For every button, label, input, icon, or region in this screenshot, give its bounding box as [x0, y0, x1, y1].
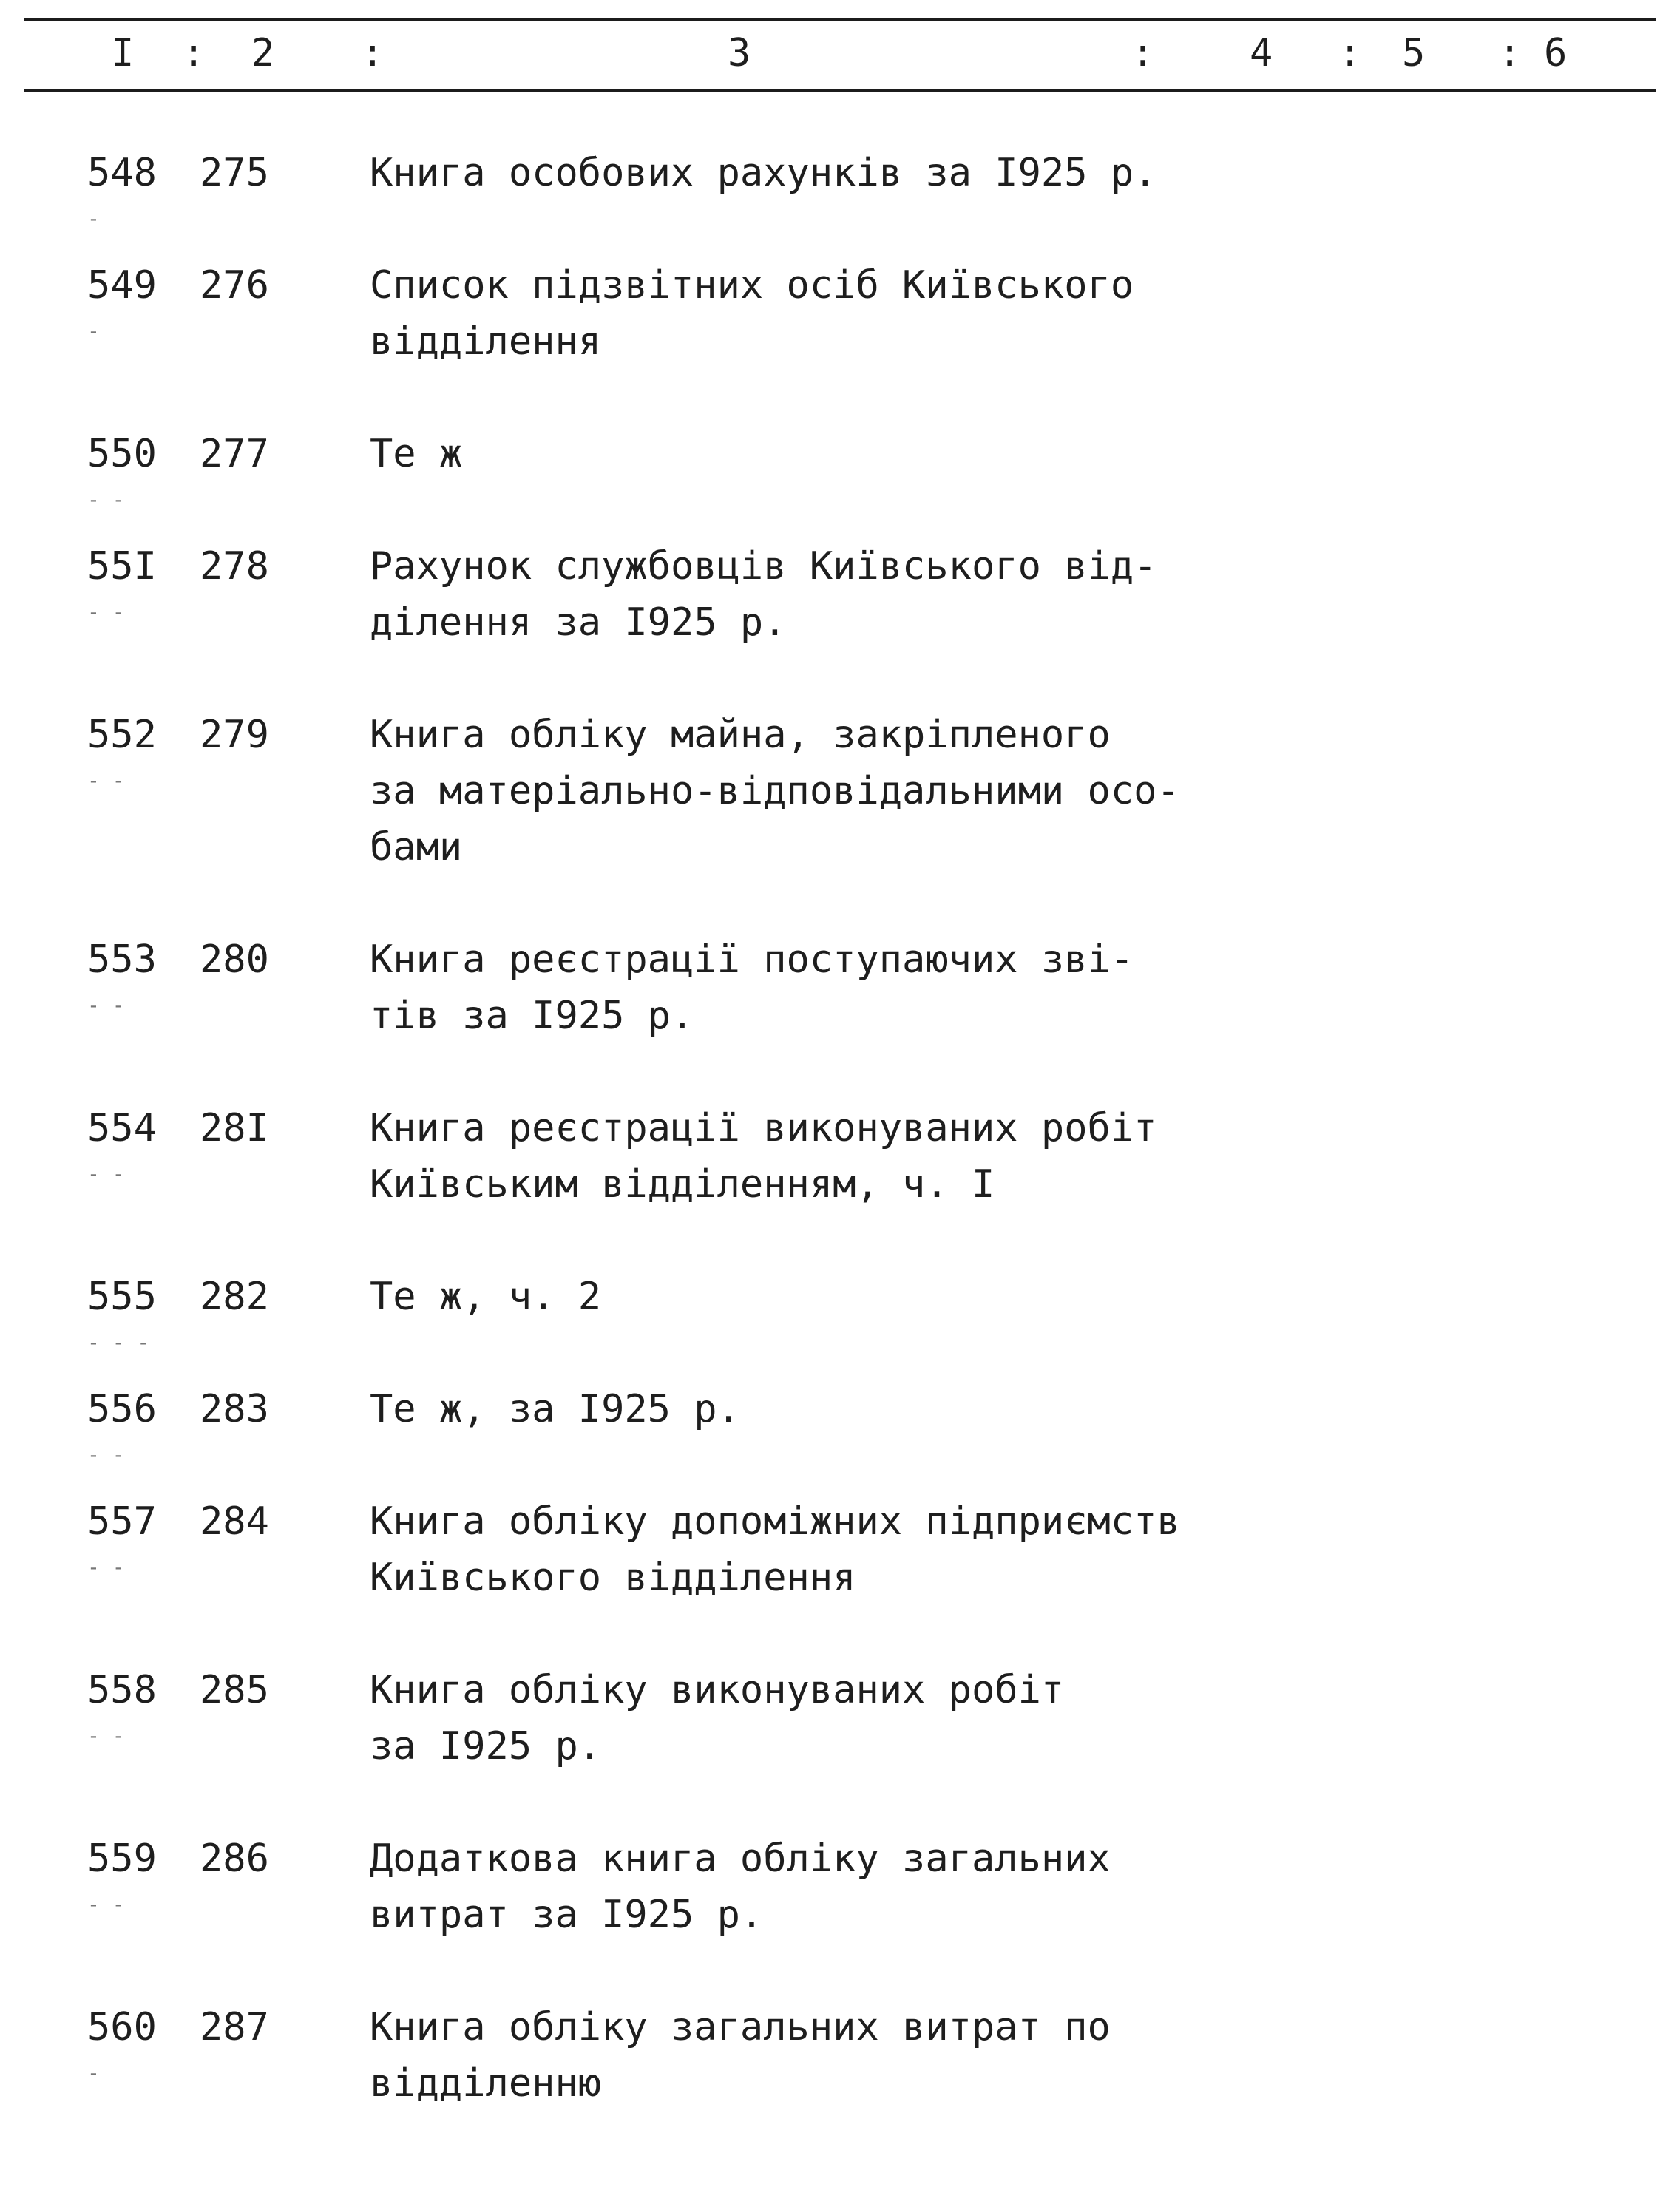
- item-title: Книга особових рахунків за I925 р.: [370, 151, 1157, 195]
- item-number: 553: [87, 937, 157, 982]
- item-sub-number: 285: [200, 1668, 269, 1712]
- item-tick-mark: -: [87, 206, 100, 231]
- header-separator-1: :: [182, 31, 206, 75]
- item-title: Те ж: [370, 432, 463, 476]
- item-title: Книга обліку загальних витрат по відділенню: [370, 2005, 1111, 2106]
- header-col-1: I: [111, 31, 135, 75]
- item-sub-number: 287: [200, 2005, 269, 2049]
- item-number: 559: [87, 1837, 157, 1881]
- item-sub-number: 283: [200, 1387, 269, 1431]
- item-title: Те ж, за I925 р.: [370, 1387, 740, 1431]
- item-number: 554: [87, 1106, 157, 1150]
- item-number: 55I: [87, 544, 157, 589]
- item-title: Книга обліку майна, закріпленого за матеріально-відповідальними осо- бами: [370, 713, 1180, 869]
- item-title: Книга реєстрації виконуваних робіт Київським відділенням, ч. I: [370, 1106, 1157, 1207]
- item-title: Список підзвітних осіб Київського відділення: [370, 263, 1134, 364]
- item-title: Рахунок службовців Київського від- ділення за I925 р.: [370, 544, 1157, 645]
- item-number: 548: [87, 151, 157, 195]
- item-title: Книга обліку допоміжних підприємств Київського відділення: [370, 1499, 1180, 1600]
- header-col-6: 6: [1544, 31, 1568, 75]
- item-number: 557: [87, 1499, 157, 1544]
- item-tick-mark: - -: [87, 487, 125, 512]
- header-separator-5: :: [1498, 31, 1522, 75]
- item-sub-number: 282: [200, 1275, 269, 1319]
- item-tick-mark: - -: [87, 1161, 125, 1186]
- item-tick-mark: -: [87, 2061, 100, 2085]
- item-tick-mark: - - -: [87, 1330, 150, 1354]
- item-title: Книга реєстрації поступаючих зві- тів за I925 р.: [370, 937, 1134, 1038]
- item-tick-mark: -: [87, 319, 100, 343]
- item-number: 549: [87, 263, 157, 308]
- header-col-2: 2: [251, 31, 275, 75]
- item-sub-number: 284: [200, 1499, 269, 1544]
- item-sub-number: 275: [200, 151, 269, 195]
- item-sub-number: 280: [200, 937, 269, 982]
- item-sub-number: 28I: [200, 1106, 269, 1150]
- item-sub-number: 286: [200, 1837, 269, 1881]
- item-number: 556: [87, 1387, 157, 1431]
- item-sub-number: 276: [200, 263, 269, 308]
- header-col-5: 5: [1402, 31, 1426, 75]
- item-tick-mark: - -: [87, 1892, 125, 1916]
- item-sub-number: 279: [200, 713, 269, 757]
- item-tick-mark: - -: [87, 600, 125, 624]
- item-number: 558: [87, 1668, 157, 1712]
- item-number: 560: [87, 2005, 157, 2049]
- header-separator-3: :: [1131, 31, 1155, 75]
- item-number: 555: [87, 1275, 157, 1319]
- item-title: Книга обліку виконуваних робіт за I925 р.: [370, 1668, 1065, 1768]
- item-tick-mark: - -: [87, 1723, 125, 1748]
- header-top-rule: [24, 18, 1656, 21]
- item-number: 550: [87, 432, 157, 476]
- header-col-4: 4: [1250, 31, 1273, 75]
- header-col-3: 3: [728, 31, 751, 75]
- header-separator-4: :: [1338, 31, 1362, 75]
- header-separator-2: :: [361, 31, 385, 75]
- item-sub-number: 278: [200, 544, 269, 589]
- header-bottom-rule: [24, 89, 1656, 92]
- item-tick-mark: - -: [87, 1555, 125, 1579]
- item-number: 552: [87, 713, 157, 757]
- item-title: Те ж, ч. 2: [370, 1275, 602, 1319]
- item-title: Додаткова книга обліку загальних витрат за I925 р.: [370, 1837, 1111, 1937]
- item-tick-mark: - -: [87, 1442, 125, 1467]
- item-tick-mark: - -: [87, 768, 125, 793]
- item-tick-mark: - -: [87, 993, 125, 1017]
- item-sub-number: 277: [200, 432, 269, 476]
